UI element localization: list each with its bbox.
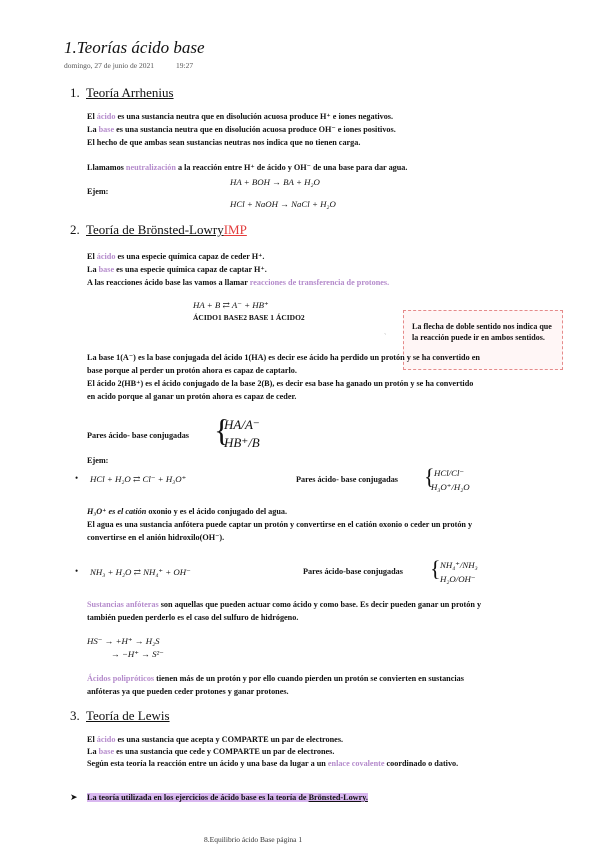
note-text: La flecha de doble sentido nos indica que la reacción puede ir en ambos sentidos. <box>412 322 552 342</box>
text: coordinado o dativo. <box>384 759 459 768</box>
example-1-line-2: El agua es una sustancia anfótera puede captar un protón y convertirse en el catión oxonio o ceder un protón y <box>87 520 473 529</box>
example-1-line-3: convertirse en el anión hidroxilo(OH⁻). <box>87 533 225 542</box>
bronsted-para2-line1: El ácido 2(HB⁺) es el ácido conjugado de la base 2(B), es decir esa base ha ganado un protón y se ha convertido <box>87 379 474 388</box>
hs-equation-1: HS⁻ → +H⁺ → H₂S <box>87 636 160 646</box>
brace-icon: { <box>214 412 230 448</box>
section-number: 3. <box>70 708 80 723</box>
anfoteras-line-2: también pueden perderlo es el caso del sulfuro de hidrógeno. <box>87 613 299 622</box>
bronsted-ejem: Ejem: <box>87 456 109 465</box>
arrhenius-line-1 <box>87 111 393 124</box>
term-base: base <box>98 265 115 274</box>
lewis-line-1 <box>87 734 343 747</box>
bronsted-line-3 <box>87 277 389 290</box>
term-acido: ácido <box>96 252 116 261</box>
pairs-label: Pares ácido- base conjugadas <box>87 431 189 440</box>
example-1-note <box>87 506 287 519</box>
bullet-icon: • <box>75 566 79 576</box>
text: El <box>87 112 97 121</box>
time-text: 19:27 <box>176 61 194 70</box>
text: es una sustancia que cede y COMPARTE un par de electrones. <box>114 747 335 756</box>
arrhenius-line-2 <box>87 124 396 137</box>
bronsted-line-1 <box>87 251 264 264</box>
example-2-pairs-label: Pares ácido-base conjugadas <box>303 567 403 576</box>
text: es una sustancia que acepta y COMPARTE un par de electrones. <box>115 735 344 744</box>
summary-line <box>87 792 368 805</box>
bullet-icon: • <box>75 473 79 483</box>
tick-mark: ˎ <box>384 327 387 335</box>
example-1-pairs-label: Pares ácido- base conjugadas <box>296 475 398 484</box>
text: a la reacción entre H⁺ de ácido y OH⁻ de una base para dar agua. <box>175 163 408 172</box>
term-anfoteras: Sustancias anfóteras <box>87 600 159 609</box>
arrhenius-equation-1: HA + BOH → BA + H₂O <box>230 177 320 187</box>
section-title: Teoría de Brönsted-Lowry <box>86 222 224 237</box>
page-footer: 8.Equilibrio ácido Base página 1 <box>204 835 303 844</box>
pair-2: HB⁺/B <box>224 435 260 450</box>
page-title: 1.Teorías ácido base <box>64 38 205 57</box>
text: A las reacciones ácido base las vamos a llamar <box>87 278 250 287</box>
text: son aquellas que pueden actuar como ácido y como base. Es decir pueden ganar un protón y <box>158 600 482 609</box>
lewis-line-3 <box>87 758 458 771</box>
example-1-pair-2: H₃O⁺/H₂O <box>431 482 470 492</box>
text: La <box>87 747 99 756</box>
term-base: base <box>98 747 115 756</box>
term-base: base <box>98 125 115 134</box>
text: es una sustancia neutra que en disolución acuosa produce H⁺ e iones negativos. <box>115 112 394 121</box>
bronsted-para1-line1: La base 1(A⁻) es la base conjugada del ácido 1(HA) es decir ese ácido ha perdido un protón y se ha convertido en <box>87 353 480 362</box>
anfoteras-line-1 <box>87 599 481 612</box>
poliproticos-line-1 <box>87 673 464 686</box>
hs-equation-2: → −H⁺ → S²⁻ <box>111 649 164 659</box>
bronsted-link: Brönsted-Lowry. <box>308 793 368 802</box>
bronsted-line-2 <box>87 264 267 277</box>
term-neutralizacion: neutralización <box>125 163 176 172</box>
term-acido: ácido <box>96 735 116 744</box>
arrhenius-ejem: Ejem: <box>87 187 109 196</box>
section-title: Teoría de Lewis <box>86 708 170 723</box>
arrhenius-line-4 <box>87 162 407 175</box>
text: es una especie química capaz de ceder H⁺. <box>115 252 265 261</box>
text: La <box>87 125 99 134</box>
term-enlace-covalente: enlace covalente <box>327 759 385 768</box>
text: H₃O⁺ es el catión <box>87 507 147 516</box>
lewis-line-2 <box>87 746 334 759</box>
text: es una especie química capaz de captar H⁺. <box>114 265 267 274</box>
text: Según esta teoría la reacción entre un ácido y una base da lugar a un <box>87 759 328 768</box>
bronsted-equation-labels: ÁCIDO1 BASE2 BASE 1 ÁCIDO2 <box>193 313 305 322</box>
poliproticos-line-2: anfóteras ya que pueden ceder protones y ganar protones. <box>87 687 289 696</box>
term-acido: ácido <box>96 112 116 121</box>
text: es una sustancia neutra que en disolución acuosa produce OH⁻ e iones positivos. <box>114 125 396 134</box>
term-poliproticos: Ácidos polipróticos <box>87 674 155 683</box>
section-heading-arrhenius <box>70 85 174 101</box>
bronsted-equation: HA + B ⇄ A⁻ + HB⁺ <box>193 300 269 310</box>
example-2-pair-2: H₂O/OH⁻ <box>440 574 476 584</box>
example-2-pair-1: NH₄⁺/NH₃ <box>440 560 478 570</box>
page-date <box>64 61 193 70</box>
text: La <box>87 265 99 274</box>
text: La teoría utilizada en los ejercicios de ácido base es la teoría de <box>87 793 309 802</box>
arrow-icon: ➤ <box>70 792 78 802</box>
text: tienen más de un protón y por ello cuando pierden un protón se convierten en sustancias <box>154 674 464 683</box>
text: Llamamos <box>87 163 126 172</box>
brace-icon: { <box>430 556 441 581</box>
example-1-equation: HCl + H₂O ⇄ Cl⁻ + H₃O⁺ <box>90 474 187 484</box>
arrhenius-line-3: El hecho de que ambas sean sustancias neutras nos indica que no tienen carga. <box>87 138 361 147</box>
arrhenius-equation-2: HCl + NaOH → NaCl + H₂O <box>230 199 336 209</box>
pair-1: HA/A⁻ <box>224 417 260 432</box>
date-text: domingo, 27 de junio de 2021 <box>64 61 154 70</box>
section-heading-bronsted <box>70 222 247 238</box>
bronsted-para1-line2: base porque al perder un protón ahora es capaz de captarlo. <box>87 366 297 375</box>
section-number: 1. <box>70 85 80 100</box>
section-number: 2. <box>70 222 80 237</box>
text: oxonio y es el ácido conjugado del agua. <box>146 507 288 516</box>
brace-icon: { <box>424 464 435 489</box>
imp-tag: IMP <box>223 222 247 237</box>
example-2-equation: NH₃ + H₂O ⇄ NH₄⁺ + OH⁻ <box>90 567 191 577</box>
text: El <box>87 252 97 261</box>
term-transferencia: reacciones de transferencia de protones. <box>249 278 390 287</box>
highlighted-text <box>87 793 368 802</box>
text: El <box>87 735 97 744</box>
section-heading-lewis <box>70 708 170 724</box>
section-title: Teoría Arrhenius <box>86 85 174 100</box>
bronsted-para2-line2: en acido porque al ganar un protón ahora es capaz de ceder. <box>87 392 297 401</box>
example-1-pair-1: HCl/Cl⁻ <box>434 468 465 478</box>
